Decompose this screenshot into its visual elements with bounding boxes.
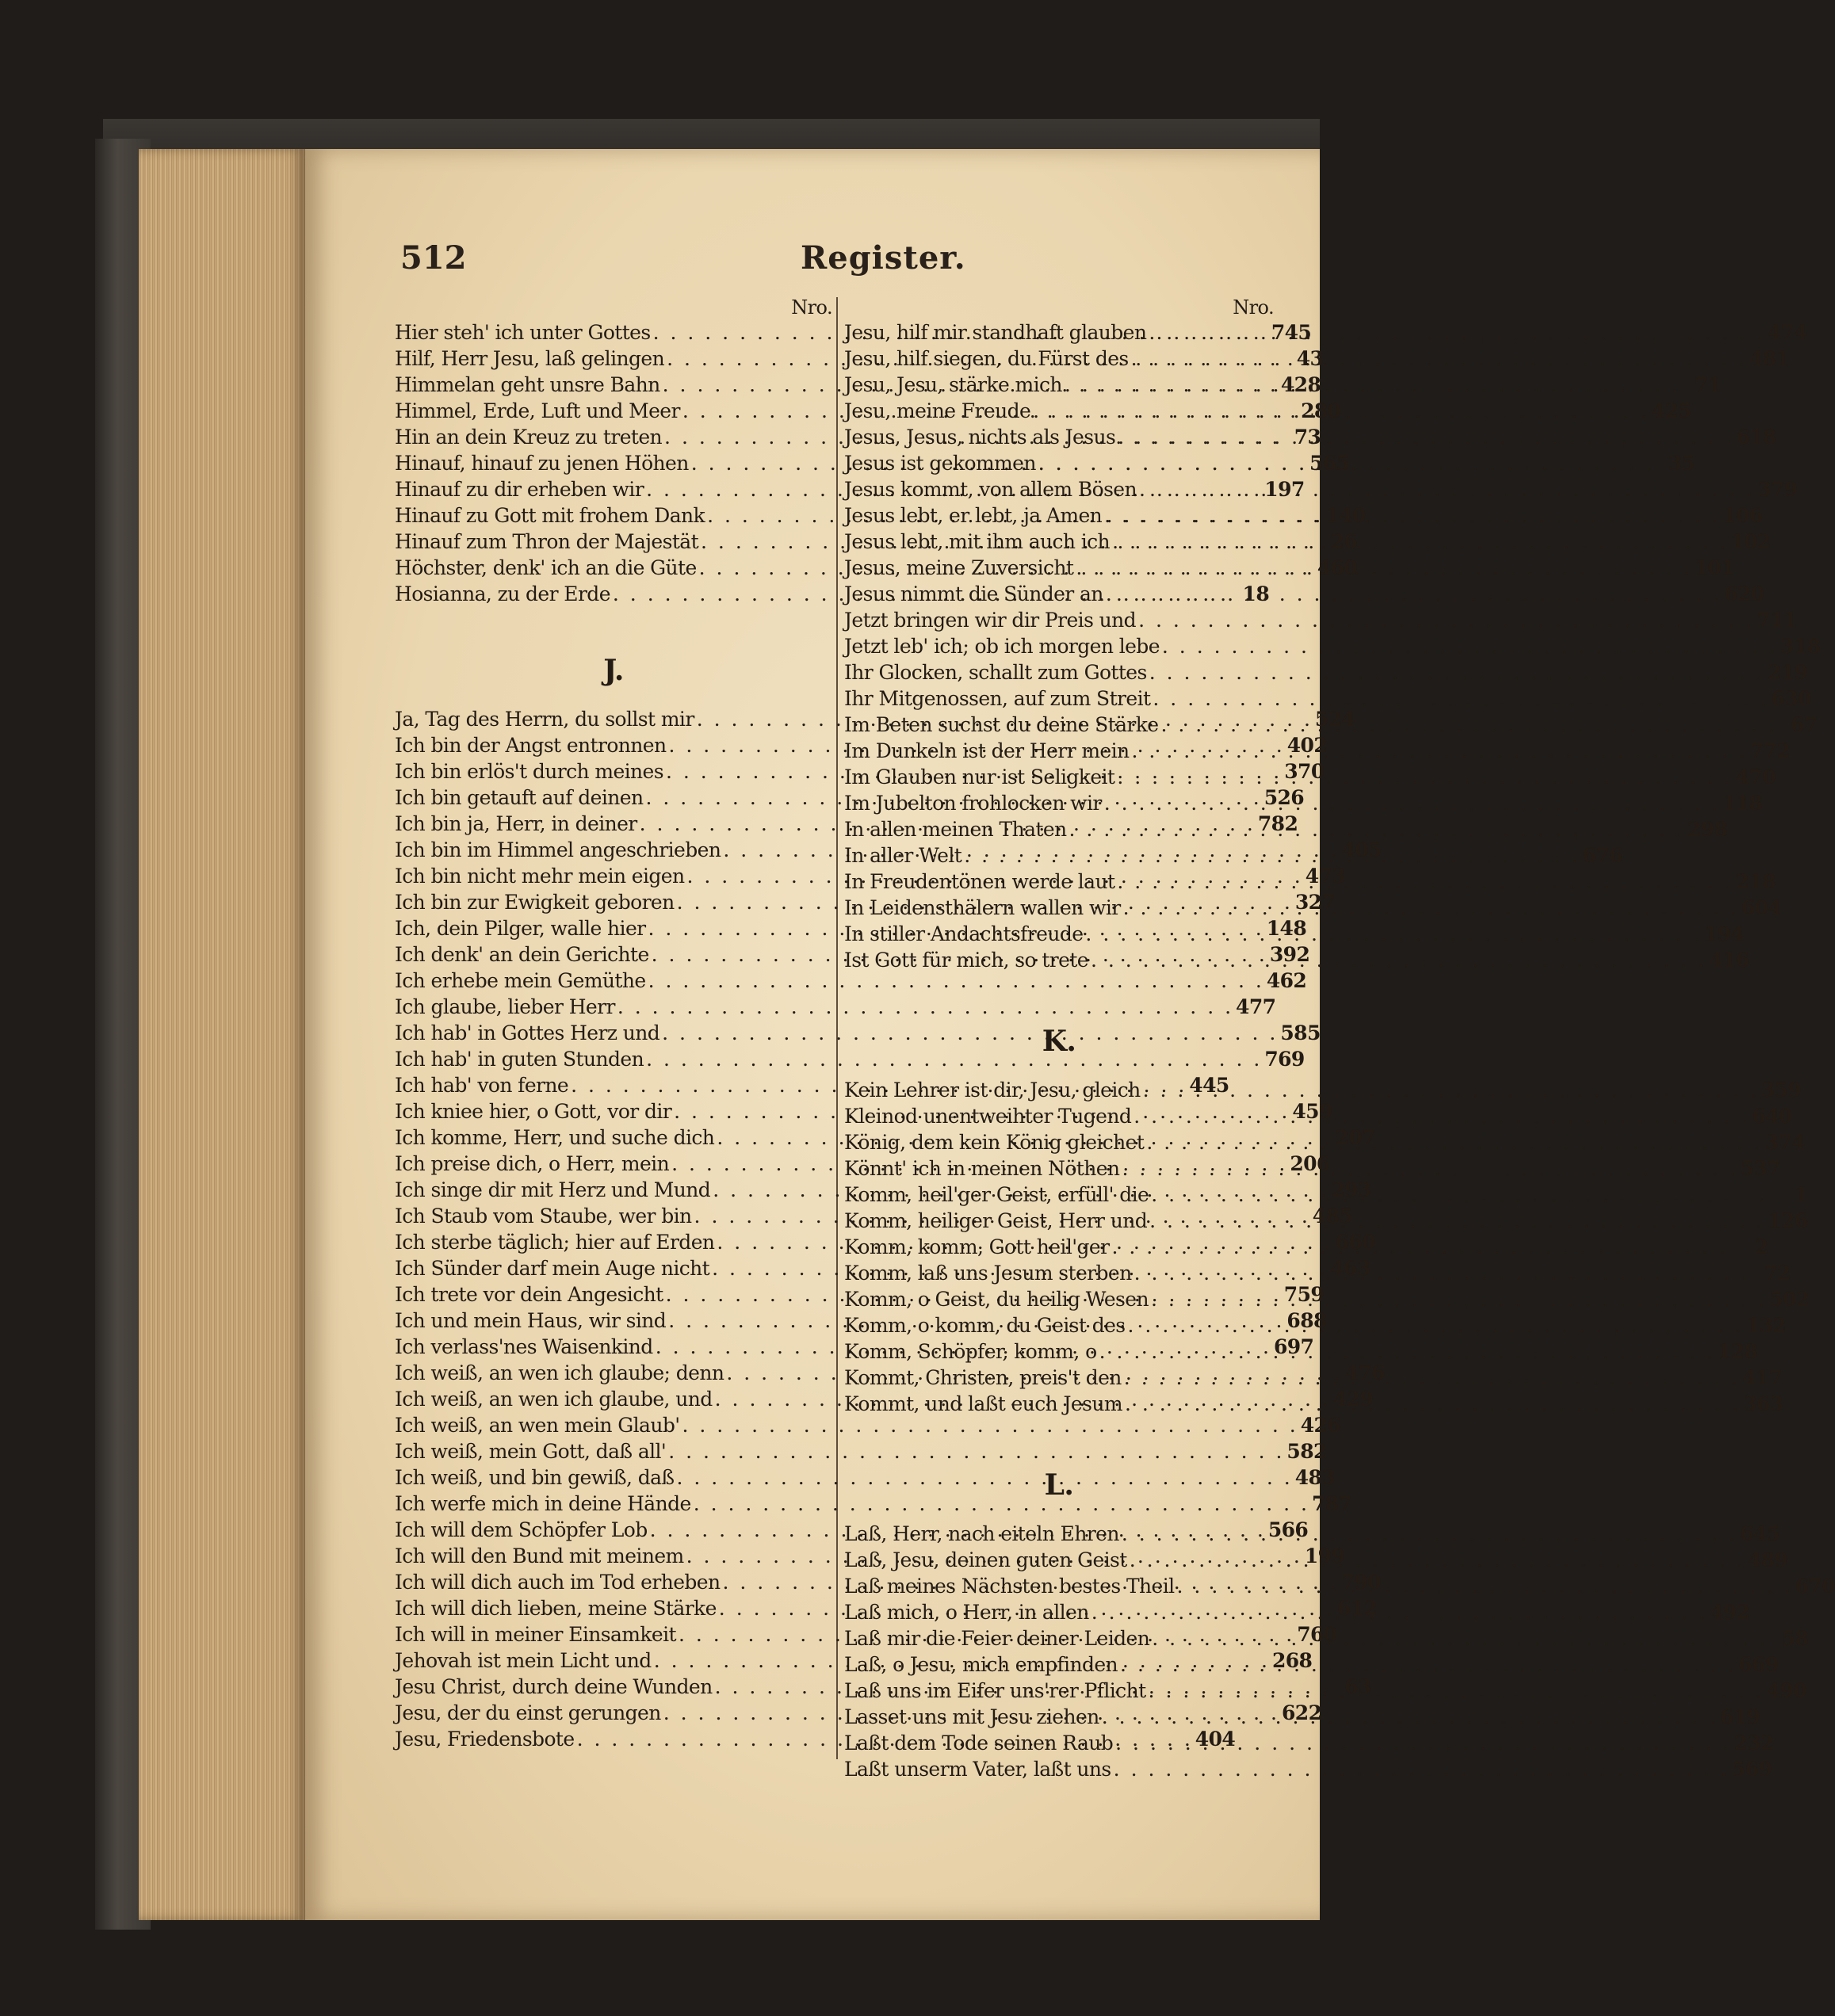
hymn-number: 622	[1282, 1701, 1322, 1724]
hymn-number: 470	[1735, 766, 1776, 788]
hymn-number: 787	[1311, 1492, 1352, 1515]
hymn-number: 43	[1296, 347, 1324, 370]
dot-leader	[1136, 607, 1757, 633]
dot-leader	[1127, 1547, 1748, 1573]
index-entry	[395, 1412, 1341, 1438]
dot-leader	[1175, 1573, 1795, 1599]
entry-title: Himmel, Erde, Luft und Meer	[395, 399, 680, 422]
index-entry	[844, 607, 1797, 633]
dot-leader	[1097, 1338, 1718, 1365]
entry-title: Komm, Schöpfer, komm, o	[844, 1340, 1097, 1363]
entry-title: Ich will dich lieben, meine Stärke	[395, 1597, 717, 1620]
entry-title: Ich trete vor dein Angesicht	[395, 1283, 663, 1306]
entry-title: Jetzt bringen wir dir Preis und	[844, 609, 1137, 632]
entry-title: Himmelan geht unsre Bahn	[395, 373, 660, 396]
dot-leader	[1102, 790, 1722, 816]
entry-title: Ich werfe mich in deine Hände	[395, 1492, 691, 1515]
hymn-number: 790	[1340, 1571, 1382, 1594]
entry-title: Ich preise dich, o Herr, mein	[395, 1152, 670, 1175]
hymn-number: 148	[1266, 917, 1307, 940]
entry-title: Ist Gott für mich, so trete	[844, 949, 1088, 972]
entry-title: Jesu, Friedensbote	[395, 1728, 575, 1751]
hymn-number: 140	[1325, 504, 1366, 527]
hymn-number: 582	[1286, 1440, 1327, 1463]
hymn-number: 35	[1668, 452, 1695, 475]
hymn-number: 106	[1722, 504, 1763, 527]
hymn-number: 132	[1745, 1314, 1787, 1337]
entry-title: Komm, heil'ger Geist, erfüll' die	[844, 1183, 1149, 1206]
entry-title: Hier steh' ich unter Gottes	[395, 321, 651, 344]
section-heading-j: J.	[603, 654, 624, 687]
entry-title: Hin an dein Kreuz zu treten	[395, 426, 663, 449]
hymn-number: 697	[1273, 1335, 1314, 1358]
hymn-number: 199	[1304, 1544, 1345, 1567]
hymn-number: 128	[1717, 1340, 1758, 1363]
entry-title: Ich singe dir mit Herz und Mund	[395, 1178, 711, 1201]
hymn-number: 772	[1749, 739, 1791, 762]
hymn-number: 460	[1317, 556, 1358, 579]
entry-title: Lasset uns mit Jesu ziehen	[844, 1705, 1099, 1728]
hymn-number: 645	[1740, 1522, 1780, 1545]
entry-title: Jesu, Jesu, stärke mich	[844, 373, 1062, 396]
hymn-number: 760	[1297, 1623, 1337, 1646]
hymn-number: 630	[1771, 687, 1812, 710]
hymn-number: 219	[1767, 661, 1808, 684]
dot-leader	[1109, 1234, 1730, 1260]
hymn-number: 537	[1740, 1157, 1781, 1180]
entry-title: Ich denk' an dein Gerichte	[395, 943, 649, 966]
index-entry	[844, 633, 1821, 659]
hymn-number: 428	[1280, 373, 1321, 396]
hymn-number: 63	[1344, 1675, 1371, 1698]
dot-leader	[1130, 738, 1750, 764]
dot-leader	[1073, 555, 1694, 581]
dot-leader	[1160, 633, 1780, 659]
hymn-number: 194	[1703, 922, 1745, 945]
entry-title: Hinauf, hinauf zu jenen Höhen	[395, 452, 689, 475]
hymn-number: 426	[1300, 1414, 1341, 1437]
entry-title: Jesus kommt, von allem Bösen	[844, 478, 1137, 501]
hymn-number: 620	[1724, 582, 1764, 605]
dot-leader	[1114, 764, 1735, 790]
hymn-number: 207	[1335, 1126, 1375, 1149]
hymn-number: 489	[1747, 1548, 1788, 1571]
entry-title: Ich sterbe täglich; hier auf Erden	[395, 1231, 715, 1254]
dot-leader	[1126, 1312, 1746, 1338]
hymn-number: 463	[1330, 1257, 1371, 1280]
entry-title: Jesus lebt, er lebt, ja Amen	[844, 504, 1103, 527]
dot-leader	[1146, 319, 1767, 346]
dot-leader	[1099, 1704, 1720, 1730]
entry-title: Kein Lehrer ist dir, Jesu, gleich	[844, 1079, 1141, 1102]
dot-leader	[1088, 947, 1709, 973]
hymn-number: 318	[1780, 635, 1821, 658]
entry-title: Im Glauben nur ist Seligkeit	[844, 766, 1115, 788]
hymn-number: 18	[1242, 582, 1270, 605]
dot-leader	[1115, 424, 1736, 450]
hymn-number: 612	[1337, 1597, 1378, 1620]
hymn-number: 416	[1709, 949, 1749, 972]
entry-title: Jetzt leb' ich; ob ich morgen lebe	[844, 635, 1160, 658]
hymn-number: 379	[1757, 478, 1798, 501]
entry-title: Ich bin ja, Herr, in deiner	[395, 812, 637, 835]
entry-title: Kommt, Christen, preis't den	[844, 1366, 1122, 1389]
entry-title: Ich weiß, an wen mein Glaub'	[395, 1414, 680, 1437]
index-entry	[844, 581, 1764, 607]
hymn-number: 676	[1582, 844, 1623, 867]
entry-title: Ich will dich auch im Tod erheben	[395, 1571, 721, 1594]
hymn-number: 1	[1794, 1183, 1808, 1206]
index-entry	[395, 1438, 1327, 1464]
dot-leader	[1062, 372, 1683, 398]
hymn-number: 363	[1743, 1392, 1783, 1415]
dot-leader	[1102, 502, 1722, 529]
hymn-number: 268	[1271, 1649, 1313, 1672]
entry-title: Hinauf zu dir erheben wir	[395, 478, 644, 501]
index-entry	[844, 1730, 1774, 1756]
entry-title: In aller Welt	[844, 844, 962, 867]
hymn-number: 2	[1754, 1235, 1768, 1258]
hymn-number: 490	[1766, 1679, 1807, 1702]
hymn-number: 474	[1767, 321, 1807, 344]
dot-leader	[1159, 712, 1780, 738]
entry-title: Ich will den Bund mit meinem	[395, 1544, 684, 1567]
dot-leader	[1149, 1625, 1770, 1651]
entry-title: Jesus, meine Zuversicht	[844, 556, 1074, 579]
entry-title: Laß uns im Eifer uns'rer Pflicht	[844, 1679, 1146, 1702]
entry-title: Ihr Mitgenossen, auf zum Streit	[844, 687, 1151, 710]
entry-title: Ich Sünder darf mein Auge nicht	[395, 1257, 710, 1280]
hymn-number: 485	[1312, 1205, 1353, 1228]
dot-leader	[1122, 1365, 1742, 1391]
entry-title: Ich bin der Angst entronnen	[395, 734, 667, 757]
dot-leader	[1121, 895, 1741, 921]
entry-title: König, dem kein König gleichet	[844, 1131, 1145, 1154]
entry-title: Ihr Glocken, schallt zum Gottes	[844, 661, 1147, 684]
dot-leader	[1147, 1208, 1768, 1234]
dot-leader	[1150, 685, 1771, 712]
hymn-number: 293	[1331, 1178, 1371, 1201]
entry-title: Komm, heiliger Geist, Herr und	[844, 1209, 1148, 1232]
entry-title: Ich weiß, mein Gott, daß all'	[395, 1440, 667, 1463]
hymn-number: 392	[1269, 943, 1310, 966]
index-entry	[395, 1046, 1305, 1072]
dot-leader	[1146, 1678, 1767, 1704]
dot-leader	[1137, 476, 1757, 502]
hymn-number: 502	[1769, 1288, 1810, 1311]
hymn-number: 473	[1305, 865, 1346, 888]
hymn-number: 327	[1294, 891, 1336, 914]
entry-title: Komm, komm, Gott heil'ger	[844, 1235, 1110, 1258]
entry-title: Ich bin getauft auf deinen	[395, 786, 644, 809]
entry-title: Jesus, Jesus, nichts als Jesus	[844, 426, 1116, 449]
hymn-number: 618	[1736, 426, 1776, 449]
entry-title: Laßt dem Tode seinen Raub	[844, 1732, 1114, 1754]
hymn-number: 218	[1735, 870, 1776, 893]
section-heading-l: L.	[1044, 1468, 1074, 1502]
entry-title: Ich will in meiner Einsamkeit	[395, 1623, 676, 1646]
entry-title: In Freudentönen werde laut	[844, 870, 1115, 893]
hymn-number: 711	[1757, 609, 1797, 632]
entry-title: In stiller Andachtsfreude	[844, 922, 1084, 945]
hymn-number: 459	[1292, 1100, 1332, 1123]
entry-title: In allen meinen Thaten	[844, 818, 1067, 841]
entry-title: Ich weiß, und bin gewiß, daß	[395, 1466, 675, 1489]
nro-header: Nro.	[1233, 296, 1274, 319]
hymn-number: 232	[1734, 1732, 1774, 1754]
entry-title: Im Beten suchst du deine Stärke	[844, 713, 1159, 736]
hymn-number: 569	[1731, 1758, 1772, 1781]
entry-title: Ich bin erlös't durch meines	[395, 760, 663, 783]
entry-title: In Leidensthälern wallen wir	[844, 896, 1121, 919]
hymn-number: 476	[1344, 1361, 1385, 1384]
hymn-number: 445	[1189, 1074, 1229, 1097]
entry-title: Laß mich, o Herr, in allen	[844, 1601, 1089, 1624]
entry-title: Laßt unserm Vater, laßt uns	[844, 1758, 1111, 1781]
dot-leader	[1089, 1599, 1710, 1625]
entry-title: Jesu, hilf siegen, du Fürst des	[844, 347, 1129, 370]
dot-leader	[1119, 1155, 1740, 1182]
entry-title: Hinauf zum Thron der Majestät	[395, 530, 699, 553]
entry-title: Jesus nimmt die Sünder an	[844, 582, 1103, 605]
dot-leader	[1103, 581, 1724, 607]
dot-leader	[1122, 1391, 1743, 1417]
entry-title: Ich Staub vom Staube, wer bin	[395, 1205, 692, 1228]
dot-leader	[961, 842, 1582, 869]
dot-leader	[1149, 1182, 1769, 1208]
hymn-number: 101	[1694, 556, 1734, 579]
dot-leader	[1149, 1286, 1769, 1312]
entry-title: Jesu, der du einst gerungen	[395, 1701, 661, 1724]
hymn-number: 604	[1741, 896, 1782, 919]
hymn-number: 370	[1284, 760, 1325, 783]
entry-title: Kleinod unentweihter Tugend	[844, 1105, 1132, 1128]
hymn-number: 405	[1341, 838, 1382, 861]
dot-leader	[1118, 1651, 1738, 1678]
entry-title: Jesu, hilf mir standhaft glauben	[844, 321, 1147, 344]
entry-title: Laß, Herr, nach eiteln Ehren	[844, 1522, 1119, 1545]
entry-title: Im Dunkeln ist der Herr mein	[844, 739, 1130, 762]
index-entry	[844, 659, 1808, 685]
hymn-number: 566	[1267, 1518, 1309, 1541]
dot-leader	[1141, 1077, 1761, 1103]
hymn-number: 197	[1264, 478, 1305, 501]
entry-title: Hosianna, zu der Erde	[395, 582, 610, 605]
dot-leader	[1129, 346, 1749, 372]
dot-leader	[1132, 1260, 1753, 1286]
dot-leader	[1114, 869, 1735, 895]
hymn-number: 126	[1768, 1209, 1808, 1232]
entry-title: Ich kniee hier, o Gott, vor dir	[395, 1100, 672, 1123]
entry-title: Ich hab' in guten Stunden	[395, 1048, 644, 1071]
hymn-number: 417	[1742, 1366, 1783, 1389]
hymn-number: 660	[1335, 1231, 1376, 1254]
entry-title: Jesus ist gekommen	[844, 452, 1036, 475]
hymn-number: 670	[1795, 1575, 1835, 1598]
hymn-number: 565	[1309, 452, 1350, 475]
entry-title: Ja, Tag des Herrn, du sollst mir	[395, 708, 694, 731]
entry-title: Könnt' ich in meinen Nöthen	[844, 1157, 1120, 1180]
index-entry	[395, 1020, 1321, 1046]
hymn-number: 72	[1764, 1262, 1791, 1285]
hymn-number: 759	[1283, 1283, 1325, 1306]
entry-title: Jehovah ist mein Licht und	[395, 1649, 652, 1672]
hymn-number: 745	[1271, 321, 1312, 344]
entry-title: Ich weiß, an wen ich glaube, und	[395, 1388, 713, 1411]
hymn-number: 374	[1764, 1131, 1805, 1154]
entry-title: Komm, o Geist, du heilig Wesen	[844, 1288, 1149, 1311]
dot-leader	[1067, 816, 1688, 842]
entry-title: Ich verlass'nes Waisenkind	[395, 1335, 653, 1358]
dot-leader	[1144, 1129, 1764, 1155]
entry-title: Ich bin zur Ewigkeit geboren	[395, 891, 675, 914]
entry-title: Komm, o komm, du Geist des	[844, 1314, 1126, 1337]
index-entry	[395, 968, 1307, 994]
hymn-number: 71	[1694, 373, 1722, 396]
entry-title: Laß, Jesu, deinen guten Geist	[844, 1548, 1127, 1571]
hymn-number: 73	[1294, 426, 1321, 449]
hymn-number: 462	[1266, 969, 1307, 992]
hymn-number: 492	[1709, 1601, 1750, 1624]
dot-leader	[1036, 450, 1657, 476]
entry-title: Ich hab' in Gottes Herz und	[395, 1021, 660, 1044]
entry-title: Höchster, denk' ich an die Güte	[395, 556, 697, 579]
entry-title: Im Jubelton frohlocken wir	[844, 792, 1102, 815]
entry-title: Hilf, Herr Jesu, laß gelingen	[395, 347, 665, 370]
section-heading-k: K.	[1042, 1025, 1076, 1058]
entry-title: Laß meines Nächsten bestes Theil	[844, 1575, 1175, 1598]
entry-title: Ich glaube, lieber Herr	[395, 995, 615, 1018]
hymn-number: 206	[1290, 1152, 1330, 1175]
entry-title: Hinauf zu Gott mit frohem Dank	[395, 504, 705, 527]
entry-title: Jesu, meine Freude	[844, 399, 1031, 422]
entry-title: Ich will dem Schöpfer Lob	[395, 1518, 648, 1541]
dot-leader	[1110, 529, 1730, 555]
hymn-number: 67	[1791, 713, 1818, 736]
entry-title: Ich und mein Haus, wir sind	[395, 1309, 667, 1332]
entry-title: Ich weiß, an wen ich glaube; denn	[395, 1361, 724, 1384]
entry-title: Jesus lebt, mit ihm auch ich	[844, 530, 1111, 553]
hymn-number: 669	[1738, 1653, 1779, 1676]
entry-title: Ich komme, Herr, und suche dich	[395, 1126, 715, 1149]
hymn-number: 481	[1749, 347, 1790, 370]
index-entry	[395, 994, 1276, 1020]
hymn-number: 429	[1332, 1388, 1374, 1411]
entry-title: Ich erhebe mein Gemüthe	[395, 969, 646, 992]
hymn-number: 359	[1760, 1079, 1802, 1102]
dot-leader	[1030, 398, 1651, 424]
entry-title: Jesu Christ, durch deine Wunden	[395, 1675, 713, 1698]
entry-title: Kommt, und laßt euch Jesum	[844, 1392, 1122, 1415]
dot-leader	[1111, 1756, 1732, 1782]
index-entry	[395, 1491, 1352, 1517]
page-edges	[139, 149, 305, 1920]
dot-leader	[1113, 1730, 1734, 1756]
hymn-number: 782	[1257, 812, 1298, 835]
nro-header: Nro.	[791, 296, 832, 319]
dot-leader	[1119, 1521, 1740, 1547]
hymn-number: 640	[1752, 1105, 1792, 1128]
hymn-number: 477	[1236, 995, 1276, 1018]
entry-title: Laß mir die Feier deiner Leiden	[844, 1627, 1150, 1650]
dot-leader	[1147, 659, 1768, 685]
entry-title: Ich, dein Pilger, walle hier	[395, 917, 646, 940]
hymn-number: 483	[1294, 1466, 1336, 1489]
entry-title: Komm, laß uns Jesum sterben	[844, 1262, 1132, 1285]
hymn-number: 688	[1286, 1309, 1327, 1332]
page-number: 512	[400, 239, 467, 277]
index-entry	[844, 685, 1812, 712]
index-entry	[844, 1077, 1802, 1103]
entry-title: Ich hab' von ferne	[395, 1074, 569, 1097]
entry-title: Ich bin nicht mehr mein eigen	[395, 865, 685, 888]
index-entry	[395, 1464, 1336, 1491]
hymn-number: 58	[1781, 1627, 1809, 1650]
hymn-number: 526	[1263, 786, 1305, 809]
hymn-number: 402	[1286, 734, 1328, 757]
hymn-number: 769	[1264, 1048, 1305, 1071]
hymn-number: 118	[1722, 792, 1763, 815]
hymn-number: 425	[1651, 399, 1692, 422]
hymn-number: 298	[1687, 818, 1728, 841]
hymn-number: 585	[1280, 1021, 1321, 1044]
entry-title: Ich bin im Himmel angeschrieben	[395, 838, 721, 861]
hymn-number: 102	[1730, 530, 1771, 553]
dot-leader	[1083, 921, 1703, 947]
entry-title: Laß, o Jesu, mich empfinden	[844, 1653, 1118, 1676]
hymn-number: 26	[1330, 530, 1358, 553]
index-entry	[844, 1756, 1772, 1782]
hymn-number: 524	[1314, 708, 1355, 731]
hymn-number: 280	[1301, 399, 1341, 422]
hymn-number: 619	[1719, 1705, 1760, 1728]
page-title: Register.	[801, 239, 966, 277]
hymn-number: 404	[1195, 1728, 1236, 1751]
dot-leader	[1131, 1103, 1752, 1129]
